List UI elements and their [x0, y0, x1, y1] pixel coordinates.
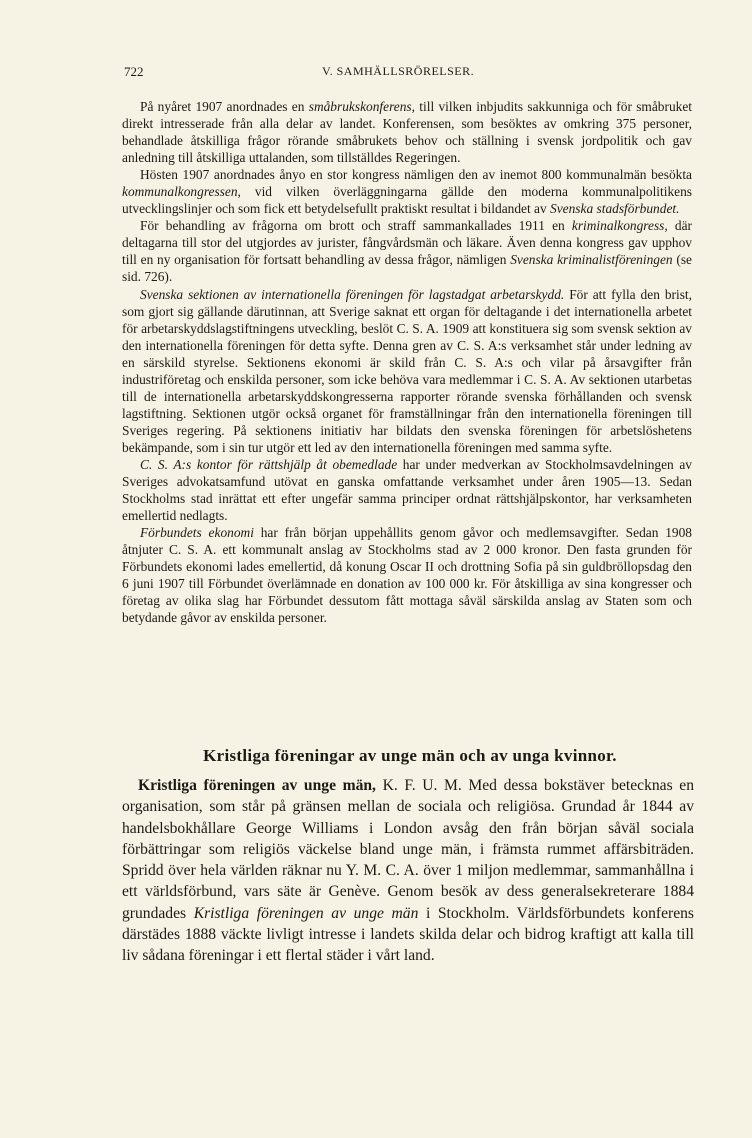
text-run: har under medverkan av Stockholmsavdelningen av Sveriges advokatsamfund utövat en ganska omfattande verksamhet under åren 1905—13. Sedan Stockholms stad inrättat ett efter ungefär samma principer ordnat rättshjälpskontor, har verksamheten emellertid nedlagts. — [122, 456, 692, 524]
running-title: V. SAMHÄLLSRÖRELSER. — [322, 64, 475, 78]
italic-text: Kristliga föreningen av unge män — [193, 904, 419, 922]
text-run: vid vilken överläggningarna gällde den moderna kommunalpolitikens utvecklingslinjer och som fick ett betydelsefullt praktiskt resultat i bildandet av — [122, 184, 692, 217]
paragraph — [122, 98, 692, 166]
text-run: i Stockholm. Världsförbundets konferens därstädes 1888 väckte livligt intresse i landets skilda delar och bidrog kraftigt att kalla till liv sådana föreningar i ett flertal städer i vårt land. — [122, 904, 694, 965]
text-run: För att fylla den brist, som gjort sig gällande därutinnan, att Sverige saknat ett organ för deltagande i det internationella arbetet för arbetarskyddslagstiftningens utveckling, beslöt C. S. A. 1909 att konstituera sig som svensk sektion av den internationella föreningen för detta syfte. Denna gren av C. S. A:s verksamhet står under ledning av en särskild styrelse. Sektionens ekonomi är skild från C. S. A:s och vilar på årsavgifter från industriföretag och enskilda personer, som icke behöva vara medlemmar i C. S. A. Av sektionen utarbetas till de internationella arbetarskyddskongresserna rapporter rörande svenska förhållanden och svensk lagstiftning. Sektionen utgör också organet för framställningar från den internationella föreningen till Sveriges regering. På sektionens initiativ har bildats den svenska föreningen för arbetslöshetens bekämpande, som i sin tur utgör ett led av den internationella föreningen med samma syfte. — [122, 286, 692, 455]
italic-text: Svenska stadsförbundet. — [550, 201, 680, 217]
main-text — [122, 98, 692, 626]
italic-text: kommunalkongressen, — [122, 184, 241, 200]
paragraph — [122, 286, 692, 456]
text-run: På nyåret 1907 anordnades en — [140, 99, 309, 114]
section-heading: Kristliga föreningar av unge män och av unga kvinnor. — [203, 746, 617, 765]
italic-text: småbrukskonferens, — [308, 99, 415, 114]
text-run: (se sid. 726). — [122, 252, 692, 285]
text-run: K. F. U. M. Med dessa bokstäver betecknas en organisation, som står på gränsen mellan de sociala och religiösa. Grundad år 1844 av handelsbokhållare George Williams i London avsåg den från början såväl sociala förbättringar som religiös väckelse bland unge män, i främsta rummet affärsbiträden. Spridd över hela världen räknar nu Y. M. C. A. över 1 miljon medlemmar, sammanhållna i ett världsförbund, vars säte är Genève. Genom besök av dess generalsekreterare 1884 grundades — [122, 777, 694, 922]
paragraph — [122, 166, 692, 217]
italic-text: C. S. A:s kontor för rättshjälp åt obemedlade — [140, 456, 398, 472]
paragraph — [122, 524, 692, 626]
page-header — [124, 64, 690, 80]
italic-text: Förbundets ekonomi — [140, 525, 254, 541]
page-number: 722 — [124, 64, 144, 79]
paragraph — [122, 456, 692, 524]
italic-text: Svenska kriminalistföreningen — [510, 252, 673, 268]
text-run: har från början uppehållits genom gåvor och medlemsavgifter. Sedan 1908 åtnjuter C. S. A. ett kommunalt anslag av Stockholms stad av 2 000 kronor. Den fasta grunden för Förbundets ekonomi lades emellertid, då konung Oscar II och drottning Sofia på sin guldbröllopsdag den 6 juni 1907 till Förbundet överlämnade en donation av 100 000 kr. För åtskilliga av sina kongresser och företag av olika slag har Förbundet dessutom fått mottaga såväl särskilda anslag av Staten som och betydande gåvor av enskilda personer. — [122, 525, 693, 626]
text-run: där deltagarna till stor del utgjordes av jurister, fångvårdsmän och läkare. Även denna kongress gav upphov till en ny organisation för fortsatt behandling av dessa frågor, nämligen — [122, 218, 692, 268]
paragraph — [122, 217, 692, 285]
text-run: till vilken inbjudits sakkunniga och för småbruket direkt intresserade från alla delar av landet. Konferensen, som besöktes av omkring 375 personer, behandlade åtskilliga frågor rörande småbrukets behov och ställning i svensk jordpolitik och gav anledning till åtskilliga uttalanden, som tillställdes Regeringen. — [122, 99, 692, 166]
section-text — [122, 775, 694, 967]
text-run: Hösten 1907 anordnades ånyo en stor kongress nämligen den av inemot 800 kommunalmän besökta — [140, 167, 692, 183]
italic-text: kriminalkongress, — [571, 218, 668, 234]
bold-text: Kristliga föreningen av unge män, — [138, 777, 376, 794]
text-run: För behandling av frågorna om brott och straff sammankallades 1911 en — [140, 218, 572, 234]
paragraph — [122, 775, 694, 967]
italic-text: Svenska sektionen av internationella föreningen för lagstadgat arbetarskydd. — [140, 286, 565, 302]
